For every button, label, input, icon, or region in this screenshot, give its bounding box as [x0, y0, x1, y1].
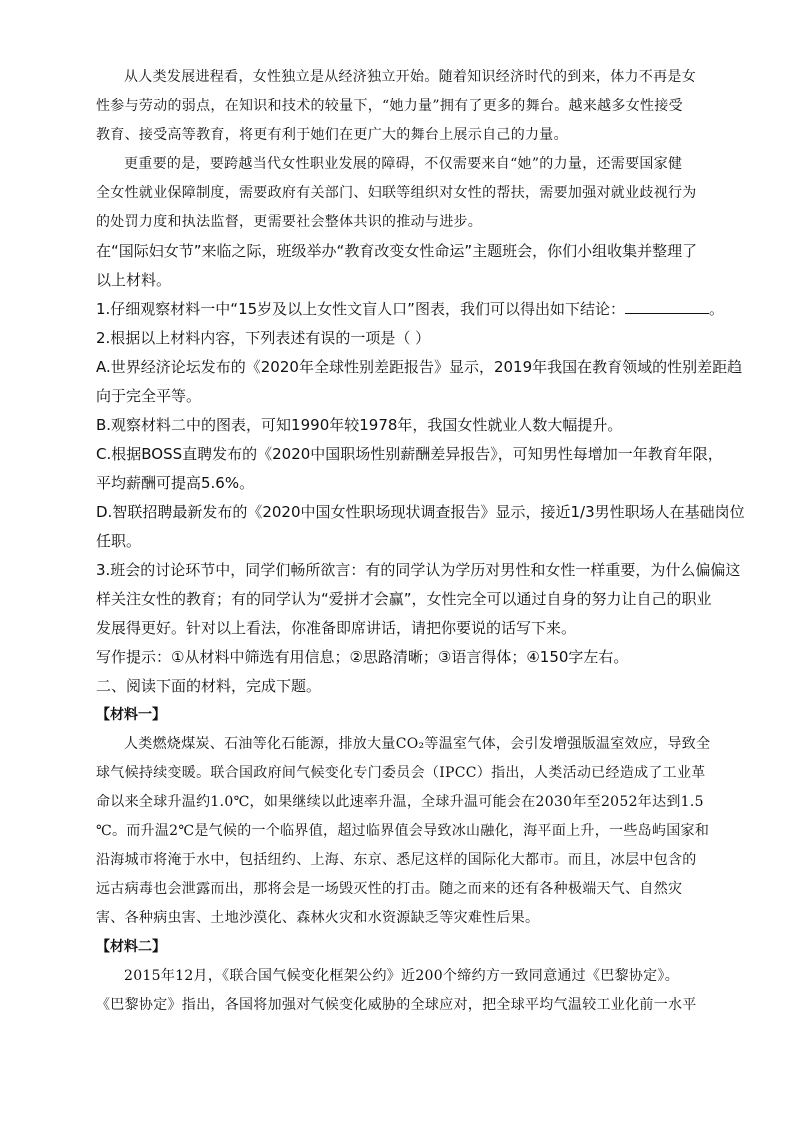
- material-2-heading: 【材料二】: [96, 939, 166, 955]
- material-1-line-4: ℃。而升温2℃是气候的一个临界值，超过临界值会导致冰山融化，海平面上升，一些岛屿国家和: [96, 823, 710, 839]
- option-a-line-1: A.世界经济论坛发布的《2020年全球性别差距报告》显示，2019年我国在教育领域的性别差距趋: [96, 358, 743, 376]
- question-1-text: 1.仔细观察材料一中“15岁及以上女性文盲人口”图表，我们可以得出如下结论：: [96, 300, 625, 318]
- material-1-line-1: 人类燃烧煤炭、石油等化石能源，排放大量CO₂等温室气体，会引发增强版温室效应，导致全: [124, 736, 711, 752]
- writing-tips: 写作提示：①从材料中筛选有用信息；②思路清晰；③语言得体；④150字左右。: [96, 648, 629, 666]
- material-1-heading: 【材料一】: [96, 707, 166, 723]
- material-1-line-7: 害、各种病虫害、土地沙漠化、森林火灾和水资源缺乏等灾难性后果。: [96, 910, 540, 926]
- option-d-line-1: D.智联招聘最新发布的《2020中国女性职场现状调查报告》显示，接近1/3男性职场人在基础岗位: [96, 503, 745, 521]
- material-1-line-2: 球气候持续变暖。联合国政府间气候变化专门委员会（IPCC）指出，人类活动已经造成了工业革: [96, 765, 706, 781]
- question-1: [96, 298, 724, 319]
- passage-line-2: 性参与劳动的弱点，在知识和技术的较量下，“她力量”拥有了更多的舞台。越来越多女性接受: [96, 98, 683, 114]
- answer-blank[interactable]: [625, 301, 709, 314]
- material-1-line-5: 沿海城市将淹于水中，包括纽约、上海、东京、悉尼这样的国际化大都市。而且，冰层中包含的: [96, 852, 697, 868]
- material-1-line-6: 远古病毒也会泄露而出，那将会是一场毁灭性的打击。随之而来的还有各种极端天气、自然灾: [96, 881, 683, 897]
- material-2-line-1: 2015年12月，《联合国气候变化框架公约》近200个缔约方一致同意通过《巴黎协定》。: [124, 968, 680, 984]
- material-1-line-3: 命以来全球升温约1.0℃，如果继续以此速率升温，全球升温可能会在2030年至2052年达到1.5: [96, 794, 704, 810]
- option-c-line-2: 平均薪酬可提高5.6%。: [96, 474, 255, 492]
- question-3-line-3: 发展得更好。针对以上看法，你准备即席讲话，请把你要说的话写下来。: [96, 619, 577, 637]
- option-c-line-1: C.根据BOSS直聘发布的《2020中国职场性别薪酬差异报告》，可知男性每增加一年教育年限，: [96, 445, 723, 463]
- question-3-line-2: 样关注女性的教育；有的同学认为“爱拼才会赢”，女性完全可以通过自身的努力让自己的职业: [96, 590, 712, 608]
- question-1-suffix: 。: [708, 300, 724, 318]
- material-2-line-2: 《巴黎协定》指出，各国将加强对气候变化威胁的全球应对，把全球平均气温较工业化前一水平: [96, 997, 697, 1013]
- question-3-line-1: 3.班会的讨论环节中，同学们畅所欲言：有的同学认为学历对男性和女性一样重要，为什么偏偏这: [96, 561, 741, 579]
- passage-line-4: 更重要的是，要跨越当代女性职业发展的障碍，不仅需要来自“她”的力量，还需要国家健: [124, 156, 683, 172]
- option-b: B.观察材料二中的图表，可知1990年较1978年，我国女性就业人数大幅提升。: [96, 416, 623, 434]
- passage-line-6: 的处罚力度和执法监督，更需要社会整体共识的推动与进步。: [96, 214, 483, 230]
- task-intro-line-1: 在“国际妇女节”来临之际，班级举办“教育改变女性命运”主题班会，你们小组收集并整理了: [96, 242, 698, 260]
- option-d-line-2: 任职。: [96, 532, 142, 550]
- passage-line-1: 从人类发展进程看，女性独立是从经济独立开始。随着知识经济时代的到来，体力不再是女: [124, 69, 696, 85]
- passage-line-3: 教育、接受高等教育，将更有利于她们在更广大的舞台上展示自己的力量。: [96, 127, 568, 143]
- section-2-heading: 二、阅读下面的材料，完成下题。: [96, 677, 322, 695]
- question-2: 2.根据以上材料内容，下列表述有误的一项是（ ）: [96, 329, 431, 347]
- passage-line-5: 全女性就业保障制度，需要政府有关部门、妇联等组织对女性的帮扶，需要加强对就业歧视行为: [96, 185, 697, 201]
- option-a-line-2: 向于完全平等。: [96, 387, 202, 405]
- task-intro-line-2: 以上材料。: [96, 271, 172, 289]
